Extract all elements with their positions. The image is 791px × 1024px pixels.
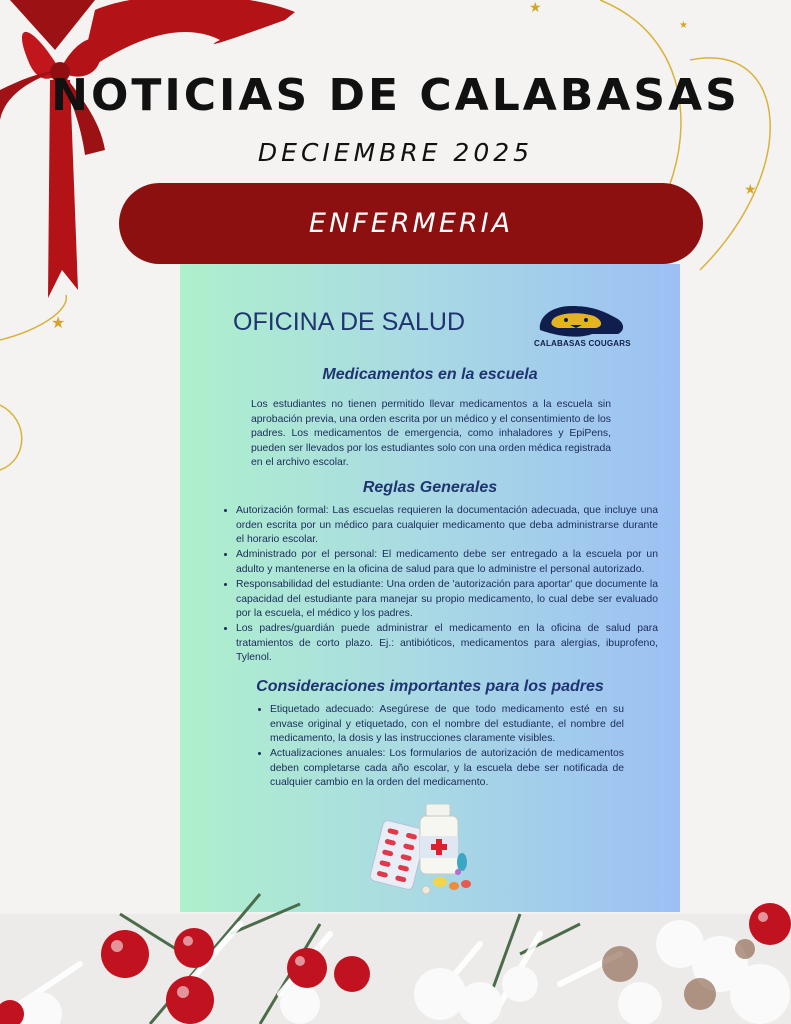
svg-text:★: ★: [744, 181, 757, 197]
parent-considerations-heading: Consideraciones importantes para los padres: [256, 678, 604, 695]
section-banner: [119, 183, 703, 264]
svg-text:★: ★: [51, 315, 66, 332]
svg-text:★: ★: [679, 20, 688, 31]
list-item: • Actualizaciones anuales: Los formularios de autorización de medicamentos deben completarse cada año escolar, y la escuela debe ser notificada de cualquier cambio en la orden del medicamento.: [270, 747, 624, 791]
newsletter-title: NOTICIAS DE CALABASAS: [51, 70, 740, 121]
list-item: • Administrado por el personal: El medicamento debe ser entregado a la escuela por un adulto y mantenerse en la oficina de salud para que lo administre el personal autorizado.: [236, 548, 658, 577]
svg-text:★: ★: [529, 0, 542, 15]
health-office-card: [180, 264, 680, 912]
logo-label: CALABASAS COUGARS: [534, 339, 631, 348]
cougar-logo-icon: [532, 300, 632, 340]
general-rules-list: [222, 504, 658, 667]
section-title: ENFERMERIA: [308, 208, 514, 239]
list-item: • Responsabilidad del estudiante: Una orden de 'autorización para aportar' que documente la capacidad del estudiante para manejar su propio medicamento, lo cual debe ser evaluado por la escuela, el médico y los padres.: [236, 578, 658, 622]
pine-berries-decoration: [0, 854, 791, 1024]
newsletter-date: DECIEMBRE 2025: [257, 138, 534, 167]
medications-paragraph: Los estudiantes no tienen permitido llevar medicamentos a la escuela sin aprobación previa, una orden escrita por un médico y el consentimiento de los padres. Los medicamentos de emergencia, como inhaladores y EpiPens, pueden ser llevados por los estudiantes solo con una orden médica registrada en el archivo escolar.: [251, 399, 611, 469]
general-rules-heading: Reglas Generales: [362, 479, 498, 496]
list-item: • Etiquetado adecuado: Asegúrese de que todo medicamento esté en su envase original y etiquetado, con el nombre del estudiante, el nombre del medicamento, la dosis y las instrucciones claramente visibles.: [270, 703, 624, 747]
card-heading: OFICINA DE SALUD: [233, 308, 465, 336]
parent-considerations-list: [256, 703, 624, 792]
list-item: • Autorización formal: Las escuelas requieren la documentación adecuada, que incluye una orden escrita por un médico para cualquier medicamento que deba administrarse durante el horario escolar.: [236, 504, 658, 548]
medications-heading: Medicamentos en la escuela: [322, 366, 538, 383]
list-item: • Los padres/guardián puede administrar el medicamento en la oficina de salud para tratamientos de corto plazo. Ej.: antibióticos, medicamentos para alergias, ibuprofeno, Tylenol.: [236, 622, 658, 666]
